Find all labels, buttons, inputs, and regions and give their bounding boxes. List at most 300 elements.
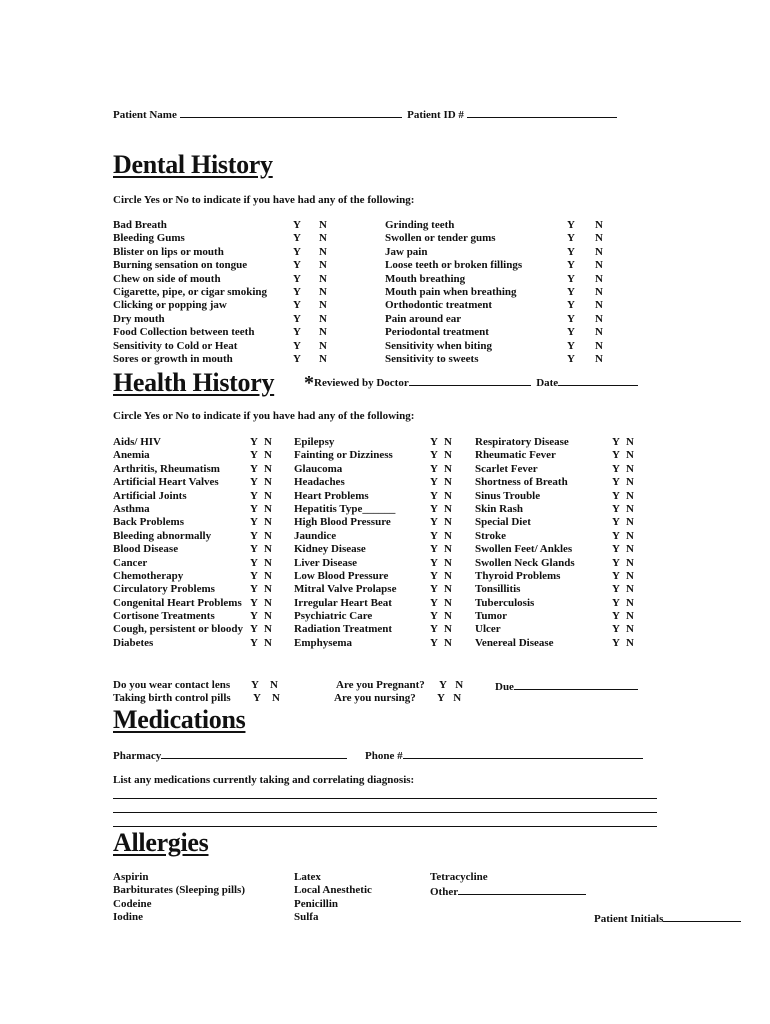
medications-line-1[interactable]: [113, 798, 657, 799]
nursing-label: Are you nursing?: [334, 692, 416, 704]
health-item-row: [294, 543, 459, 556]
yes-option[interactable]: Y: [250, 436, 258, 448]
yes-option[interactable]: Y: [430, 596, 438, 609]
yes-option[interactable]: Y: [567, 312, 575, 325]
yes-option[interactable]: Y: [293, 352, 301, 365]
yes-option[interactable]: Y: [612, 462, 620, 475]
dental-item-row: [113, 326, 343, 339]
dental-instruction: Circle Yes or No to indicate if you have had any of the following:: [113, 194, 415, 206]
yes-option[interactable]: Y: [612, 436, 620, 448]
no-option[interactable]: N: [264, 502, 272, 515]
no-option[interactable]: N: [626, 610, 634, 623]
dental-left-list: [113, 219, 343, 366]
health-item-row: [475, 583, 640, 596]
yes-option[interactable]: Y: [612, 636, 620, 649]
no-option[interactable]: N: [595, 219, 603, 231]
dental-item-row: [113, 286, 343, 299]
yes-option[interactable]: Y: [250, 502, 258, 515]
health-item-label: Hepatitis Type______: [294, 502, 396, 515]
health-item-row: [113, 503, 278, 516]
dental-item-label: Periodontal treatment: [385, 326, 489, 339]
no-option[interactable]: N: [319, 312, 327, 325]
dental-item-label: Burning sensation on tongue: [113, 259, 248, 272]
no-option[interactable]: N: [444, 623, 452, 636]
no-option[interactable]: N: [595, 232, 603, 245]
health-item-label: Chemotherapy: [113, 569, 184, 582]
health-item-row: [475, 463, 640, 476]
dental-item-row: [113, 246, 343, 259]
no-option[interactable]: N: [595, 245, 603, 258]
health-item-row: [113, 530, 278, 543]
health-item-row: [294, 583, 459, 596]
health-item-label: Ulcer: [475, 623, 501, 636]
allergy-item[interactable]: Penicillin: [294, 897, 338, 910]
health-item-label: Irregular Heart Beat: [294, 596, 392, 609]
no-option[interactable]: N: [444, 516, 452, 529]
no-option[interactable]: N: [595, 326, 603, 339]
no-option[interactable]: N: [264, 610, 272, 623]
dental-item-label: Grinding teeth: [385, 219, 455, 231]
health-item-label: Artificial Joints: [113, 489, 187, 502]
dental-item-label: Chew on side of mouth: [113, 272, 221, 285]
no-option[interactable]: N: [264, 489, 272, 502]
yes-option[interactable]: Y: [430, 462, 438, 475]
health-item-row: [475, 436, 640, 449]
no-option[interactable]: N: [319, 339, 327, 352]
yes-option[interactable]: Y: [430, 502, 438, 515]
health-item-row: [294, 597, 459, 610]
allergy-item[interactable]: Iodine: [113, 911, 143, 924]
health-item-label: Epilepsy: [294, 436, 335, 448]
medications-line-3[interactable]: [113, 826, 657, 827]
dental-item-row: [385, 313, 615, 326]
due-date-field[interactable]: [514, 679, 638, 690]
dental-history-title: Dental History: [113, 150, 273, 179]
yes-option[interactable]: Y: [293, 219, 301, 231]
no-option[interactable]: N: [444, 583, 452, 596]
no-option[interactable]: N: [319, 259, 327, 272]
yes-option[interactable]: Y: [612, 449, 620, 462]
health-item-label: Tuberculosis: [475, 596, 535, 609]
health-item-row: [294, 557, 459, 570]
yes-option[interactable]: Y: [293, 232, 301, 245]
no-option[interactable]: N: [264, 596, 272, 609]
yes-option[interactable]: Y: [612, 596, 620, 609]
health-item-row: [475, 557, 640, 570]
birth-control-yn[interactable]: [253, 692, 280, 704]
dental-item-row: [113, 219, 343, 232]
contact-lens-label: Do you wear contact lens: [113, 679, 231, 691]
yes-option[interactable]: Y: [439, 679, 447, 691]
yes-option[interactable]: Y: [567, 232, 575, 245]
due-row: [495, 679, 638, 693]
allergy-other-field[interactable]: [458, 884, 586, 895]
reviewed-by-doctor-field[interactable]: [409, 375, 531, 386]
no-option[interactable]: N: [626, 583, 634, 596]
yes-option[interactable]: Y: [567, 326, 575, 339]
yes-option[interactable]: Y: [430, 623, 438, 636]
patient-id-field[interactable]: [467, 107, 617, 118]
no-option[interactable]: N: [626, 543, 634, 556]
health-item-row: [294, 623, 459, 636]
health-item-label: Glaucoma: [294, 462, 343, 475]
health-item-row: [475, 623, 640, 636]
health-item-label: Back Problems: [113, 516, 184, 529]
yes-option[interactable]: Y: [430, 569, 438, 582]
yes-option[interactable]: Y: [250, 623, 258, 636]
yes-option[interactable]: Y: [253, 692, 261, 704]
patient-initials-row: [594, 911, 741, 925]
yes-option[interactable]: Y: [430, 436, 438, 448]
no-option[interactable]: N: [264, 476, 272, 489]
no-option[interactable]: N: [626, 516, 634, 529]
dental-item-label: Swollen or tender gums: [385, 232, 496, 245]
allergy-item[interactable]: Local Anesthetic: [294, 884, 372, 897]
no-option[interactable]: N: [264, 623, 272, 636]
yes-option[interactable]: Y: [567, 245, 575, 258]
dental-item-row: [385, 353, 615, 366]
no-option[interactable]: N: [444, 543, 452, 556]
dental-item-label: Sensitivity when biting: [385, 339, 492, 352]
health-item-label: Cough, persistent or bloody: [113, 623, 243, 636]
no-option[interactable]: N: [319, 299, 327, 312]
no-option[interactable]: N: [444, 449, 452, 462]
no-option[interactable]: N: [626, 623, 634, 636]
health-item-label: Emphysema: [294, 636, 353, 649]
yes-option[interactable]: Y: [250, 476, 258, 489]
yes-option[interactable]: Y: [293, 299, 301, 312]
no-option[interactable]: N: [595, 285, 603, 298]
yes-option[interactable]: Y: [293, 259, 301, 272]
yes-option[interactable]: Y: [612, 516, 620, 529]
yes-option[interactable]: Y: [612, 583, 620, 596]
yes-option[interactable]: Y: [250, 543, 258, 556]
patient-name-field[interactable]: [180, 107, 402, 118]
allergy-tetracycline[interactable]: Tetracycline: [430, 871, 488, 883]
allergy-item[interactable]: Barbiturates (Sleeping pills): [113, 884, 246, 897]
health-item-row: [294, 476, 459, 489]
dental-item-label: Dry mouth: [113, 312, 165, 325]
yes-option[interactable]: Y: [293, 285, 301, 298]
health-item-label: Asthma: [113, 502, 150, 515]
pharmacy-field[interactable]: [161, 748, 347, 759]
no-option[interactable]: N: [264, 569, 272, 582]
no-option[interactable]: N: [626, 596, 634, 609]
no-option[interactable]: N: [626, 462, 634, 475]
no-option[interactable]: N: [595, 299, 603, 312]
yes-option[interactable]: Y: [293, 339, 301, 352]
phone-row: [365, 748, 643, 762]
health-item-row: [294, 530, 459, 543]
health-item-label: Heart Problems: [294, 489, 369, 502]
health-item-label: Mitral Valve Prolapse: [294, 583, 397, 596]
no-option[interactable]: N: [626, 636, 634, 649]
health-item-label: Swollen Feet/ Ankles: [475, 543, 573, 556]
yes-option[interactable]: Y: [430, 476, 438, 489]
dental-item-row: [385, 326, 615, 339]
yes-option[interactable]: Y: [250, 449, 258, 462]
health-item-row: [294, 490, 459, 503]
no-option[interactable]: N: [444, 529, 452, 542]
no-option[interactable]: N: [626, 489, 634, 502]
date-label: Date: [536, 377, 559, 389]
no-option[interactable]: N: [264, 583, 272, 596]
no-option[interactable]: N: [595, 259, 603, 272]
yes-option[interactable]: Y: [293, 272, 301, 285]
yes-option[interactable]: Y: [293, 326, 301, 339]
health-item-row: [475, 597, 640, 610]
yes-option[interactable]: Y: [251, 679, 259, 691]
due-label: Due: [495, 681, 514, 693]
health-item-label: Skin Rash: [475, 502, 524, 515]
yes-option[interactable]: Y: [250, 489, 258, 502]
no-option[interactable]: N: [264, 556, 272, 569]
yes-option[interactable]: Y: [293, 312, 301, 325]
dental-item-label: Sensitivity to sweets: [385, 352, 479, 365]
dental-item-row: [113, 353, 343, 366]
yes-option[interactable]: Y: [293, 245, 301, 258]
no-option[interactable]: N: [264, 529, 272, 542]
yes-option[interactable]: Y: [437, 692, 445, 704]
no-option[interactable]: N: [444, 502, 452, 515]
health-item-row: [113, 543, 278, 556]
allergies-title: Allergies: [113, 828, 209, 857]
no-option[interactable]: N: [319, 352, 327, 365]
yes-option[interactable]: Y: [250, 596, 258, 609]
no-option[interactable]: N: [444, 636, 452, 649]
health-item-row: [294, 463, 459, 476]
yes-option[interactable]: Y: [430, 610, 438, 623]
allergy-other-row: [430, 884, 586, 898]
yes-option[interactable]: Y: [612, 623, 620, 636]
no-option[interactable]: N: [444, 610, 452, 623]
allergy-item[interactable]: Aspirin: [113, 871, 149, 883]
no-option[interactable]: N: [319, 245, 327, 258]
yes-option[interactable]: Y: [250, 636, 258, 649]
no-option[interactable]: N: [453, 692, 462, 704]
health-item-row: [475, 476, 640, 489]
yes-option[interactable]: Y: [567, 259, 575, 272]
no-option[interactable]: N: [264, 516, 272, 529]
health-item-row: [294, 503, 459, 516]
health-item-label: Venereal Disease: [475, 636, 554, 649]
no-option[interactable]: N: [444, 462, 452, 475]
yes-option[interactable]: Y: [612, 610, 620, 623]
dental-item-label: Pain around ear: [385, 312, 462, 325]
no-option[interactable]: N: [626, 436, 634, 448]
yes-option[interactable]: Y: [250, 462, 258, 475]
no-option[interactable]: N: [264, 449, 272, 462]
yes-option[interactable]: Y: [250, 556, 258, 569]
no-option[interactable]: N: [626, 556, 634, 569]
health-item-row: [113, 570, 278, 583]
no-option[interactable]: N: [264, 636, 272, 649]
dental-item-label: Mouth breathing: [385, 272, 466, 285]
dental-item-row: [385, 246, 615, 259]
health-item-label: Kidney Disease: [294, 543, 366, 556]
yes-option[interactable]: Y: [567, 219, 575, 231]
allergy-item[interactable]: Sulfa: [294, 911, 319, 924]
no-option[interactable]: N: [626, 449, 634, 462]
nursing-yn[interactable]: [437, 692, 461, 704]
yes-option[interactable]: Y: [612, 543, 620, 556]
yes-option[interactable]: Y: [250, 569, 258, 582]
yes-option[interactable]: Y: [430, 449, 438, 462]
doctor-review-row: [304, 372, 638, 395]
yes-option[interactable]: Y: [250, 529, 258, 542]
pregnant-yn[interactable]: [439, 679, 463, 691]
date-field[interactable]: [558, 375, 638, 386]
patient-name-label: Patient Name: [113, 109, 177, 121]
no-option[interactable]: N: [626, 529, 634, 542]
dental-item-row: [385, 286, 615, 299]
health-item-row: [113, 516, 278, 529]
allergy-item[interactable]: Latex: [294, 871, 321, 883]
no-option[interactable]: N: [319, 326, 327, 339]
yes-option[interactable]: Y: [567, 299, 575, 312]
dental-item-label: Sores or growth in mouth: [113, 352, 233, 365]
no-option[interactable]: N: [319, 219, 327, 231]
health-instruction: Circle Yes or No to indicate if you have had any of the following:: [113, 410, 415, 422]
yes-option[interactable]: Y: [250, 610, 258, 623]
no-option[interactable]: N: [444, 556, 452, 569]
yes-option[interactable]: Y: [612, 556, 620, 569]
yes-option[interactable]: Y: [250, 516, 258, 529]
health-item-label: Circulatory Problems: [113, 583, 215, 596]
no-option[interactable]: N: [595, 312, 603, 325]
health-item-row: [113, 463, 278, 476]
health-item-label: Special Diet: [475, 516, 531, 529]
no-option[interactable]: N: [264, 436, 272, 448]
nursing-question: [334, 692, 416, 704]
health-item-label: Jaundice: [294, 529, 337, 542]
yes-option[interactable]: Y: [430, 516, 438, 529]
health-item-row: [475, 503, 640, 516]
dental-item-label: Blister on lips or mouth: [113, 245, 224, 258]
health-item-label: Cortisone Treatments: [113, 610, 215, 623]
dental-item-label: Jaw pain: [385, 245, 428, 258]
dental-item-row: [385, 232, 615, 245]
health-item-row: [475, 570, 640, 583]
health-column-3: [475, 436, 640, 650]
yes-option[interactable]: Y: [612, 529, 620, 542]
reviewed-by-doctor-label: Reviewed by Doctor: [314, 377, 409, 389]
no-option[interactable]: N: [444, 489, 452, 502]
no-option[interactable]: N: [319, 285, 327, 298]
health-item-label: Shortness of Breath: [475, 476, 568, 489]
no-option[interactable]: N: [444, 476, 452, 489]
no-option[interactable]: N: [319, 272, 327, 285]
pregnant-label: Are you Pregnant?: [336, 679, 425, 691]
no-option[interactable]: N: [626, 476, 634, 489]
health-item-row: [294, 570, 459, 583]
dental-item-label: Cigarette, pipe, or cigar smoking: [113, 285, 267, 298]
yes-option[interactable]: Y: [612, 489, 620, 502]
yes-option[interactable]: Y: [430, 636, 438, 649]
health-item-row: [294, 436, 459, 449]
pharmacy-label: Pharmacy: [113, 750, 162, 762]
yes-option[interactable]: Y: [430, 543, 438, 556]
no-option[interactable]: N: [319, 232, 327, 245]
patient-name-row: [113, 107, 617, 121]
dental-right-list: [385, 219, 615, 366]
health-item-row: [113, 490, 278, 503]
yes-option[interactable]: Y: [430, 529, 438, 542]
health-item-row: [113, 597, 278, 610]
health-item-row: [113, 623, 278, 636]
dental-item-row: [385, 340, 615, 353]
no-option[interactable]: N: [595, 339, 603, 352]
yes-option[interactable]: Y: [612, 502, 620, 515]
yes-option[interactable]: Y: [567, 272, 575, 285]
dental-item-row: [385, 299, 615, 312]
health-item-row: [475, 543, 640, 556]
health-item-label: Anemia: [113, 449, 150, 462]
no-option[interactable]: N: [264, 543, 272, 556]
dental-item-label: Bleeding Gums: [113, 232, 185, 245]
no-option[interactable]: N: [455, 679, 464, 691]
contact-lens-yn[interactable]: [251, 679, 278, 691]
phone-field[interactable]: [403, 748, 643, 759]
yes-option[interactable]: Y: [430, 556, 438, 569]
no-option[interactable]: N: [271, 692, 280, 704]
health-item-row: [113, 436, 278, 449]
yes-option[interactable]: Y: [430, 489, 438, 502]
dental-item-label: Mouth pain when breathing: [385, 285, 517, 298]
pharmacy-row: [113, 748, 347, 762]
health-item-row: [113, 583, 278, 596]
no-option[interactable]: N: [444, 436, 452, 448]
no-option[interactable]: N: [269, 679, 278, 691]
patient-initials-label: Patient Initials: [594, 913, 664, 925]
dental-item-label: Sensitivity to Cold or Heat: [113, 339, 238, 352]
no-option[interactable]: N: [626, 569, 634, 582]
yes-option[interactable]: Y: [430, 583, 438, 596]
dental-item-row: [385, 259, 615, 272]
allergy-item[interactable]: Codeine: [113, 897, 152, 910]
health-item-label: Tonsillitis: [475, 583, 521, 596]
health-history-title: Health History: [113, 368, 275, 397]
yes-option[interactable]: Y: [612, 569, 620, 582]
dental-item-row: [113, 299, 343, 312]
yes-option[interactable]: Y: [567, 285, 575, 298]
no-option[interactable]: N: [444, 596, 452, 609]
patient-initials-field[interactable]: [663, 911, 741, 922]
medications-line-2[interactable]: [113, 812, 657, 813]
no-option[interactable]: N: [444, 569, 452, 582]
pregnant-question: [336, 679, 425, 691]
no-option[interactable]: N: [264, 462, 272, 475]
health-item-label: Psychiatric Care: [294, 610, 373, 623]
yes-option[interactable]: Y: [567, 352, 575, 365]
yes-option[interactable]: Y: [250, 583, 258, 596]
yes-option[interactable]: Y: [612, 476, 620, 489]
allergy-other-label: Other: [430, 886, 459, 898]
health-item-label: Low Blood Pressure: [294, 569, 389, 582]
no-option[interactable]: N: [626, 502, 634, 515]
health-item-label: Artificial Heart Valves: [113, 476, 219, 489]
dental-item-label: Food Collection between teeth: [113, 326, 255, 339]
no-option[interactable]: N: [595, 272, 603, 285]
yes-option[interactable]: Y: [567, 339, 575, 352]
dental-item-label: Clicking or popping jaw: [113, 299, 227, 312]
health-item-row: [113, 637, 278, 650]
no-option[interactable]: N: [595, 352, 603, 365]
health-item-row: [475, 610, 640, 623]
health-item-row: [113, 449, 278, 462]
health-item-label: High Blood Pressure: [294, 516, 391, 529]
health-item-row: [475, 516, 640, 529]
